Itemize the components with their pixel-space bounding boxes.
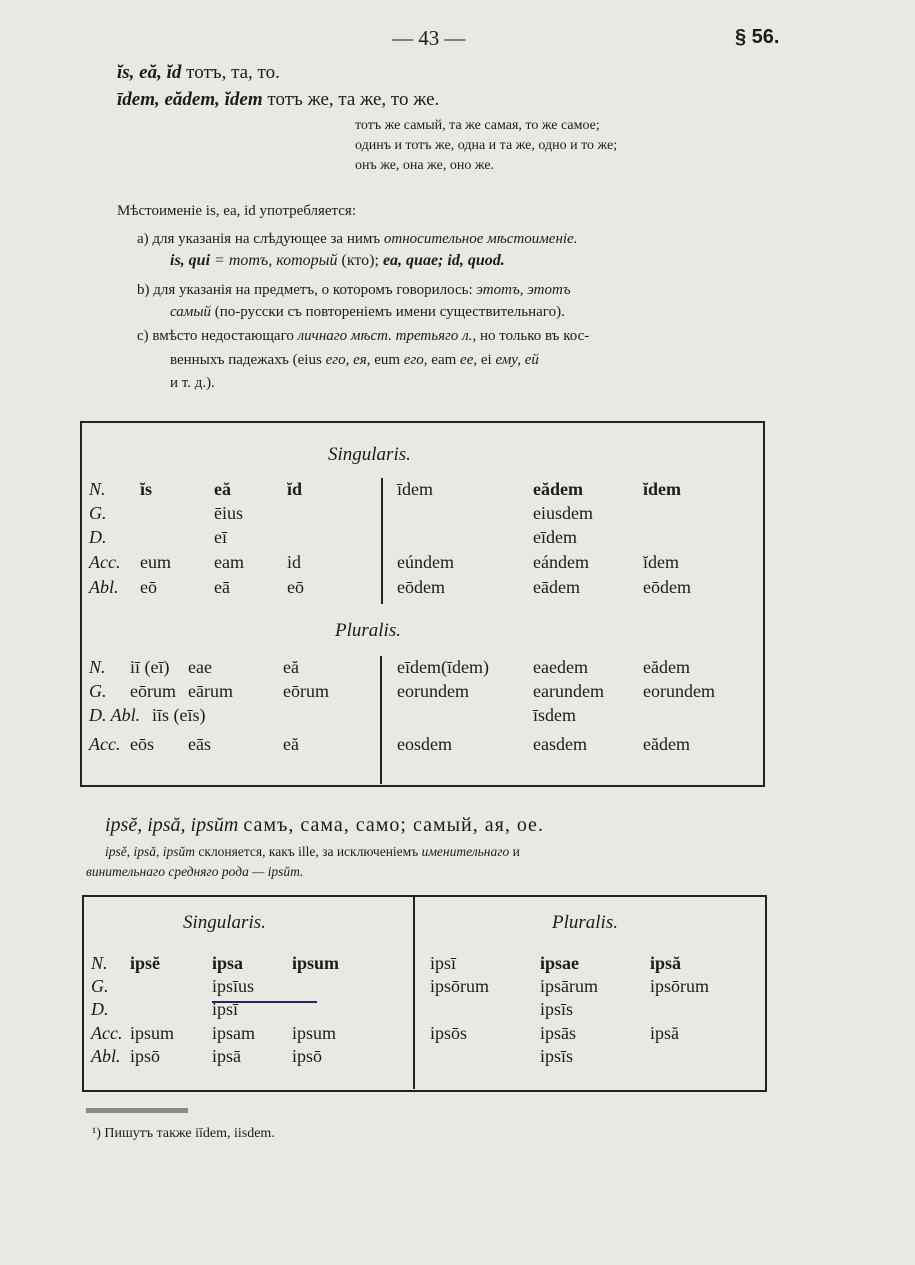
table-cell: eōdem (643, 577, 691, 597)
table-cell: iī (eī) (130, 657, 170, 677)
table-cell: ipsōrum (430, 976, 490, 996)
case-label: N. (89, 657, 106, 677)
plural-title: Pluralis. (552, 912, 618, 933)
table-cell: eúndem (397, 552, 454, 572)
usage-b (137, 282, 571, 299)
table-cell: eārum (188, 681, 233, 701)
text: (кто); (337, 252, 383, 269)
usage-a (137, 231, 577, 248)
latin-forms: ĭs, eă, ĭd (117, 62, 182, 83)
intro-sub-3: онъ же, она же, оно же. (355, 158, 495, 173)
text: = тотъ, который (210, 252, 338, 269)
section-number: § 56. (735, 26, 780, 48)
table-cell: ipsīus (212, 976, 255, 996)
table-cell: ipsīs (540, 999, 574, 1019)
text: венныхъ падежахъ (eius (170, 352, 326, 368)
text: самый (170, 304, 212, 320)
table-cell: eum (140, 552, 171, 572)
intro-sub-1: тотъ же самый, та же самая, то же самое; (355, 118, 600, 133)
column-divider (413, 896, 415, 1089)
table-cell: eaedem (533, 657, 588, 677)
table-cell: ipsă (650, 1023, 679, 1043)
case-label: D. (89, 527, 107, 547)
usage-b-cont (170, 304, 565, 321)
table-cell: ipsam (212, 1023, 255, 1043)
text: этотъ, этотъ (476, 282, 571, 298)
translation: тотъ, та, то. (186, 62, 280, 83)
case-label: G. (91, 976, 109, 996)
table-cell: earundem (533, 681, 604, 701)
table-cell: īdem (397, 479, 433, 499)
table-cell: eae (188, 657, 212, 677)
table-cell: ipsīs (540, 1046, 574, 1066)
footnote: ¹) Пишутъ также iīdem, iisdem. (92, 1126, 275, 1141)
table-cell: eădem (533, 479, 583, 499)
table-cell: ipsa (212, 953, 244, 973)
table-cell: eās (188, 734, 211, 754)
ipse-title (105, 814, 544, 837)
table-cell: eorundem (397, 681, 469, 701)
table-cell: id (287, 552, 302, 572)
table-cell: eōrum (283, 681, 329, 701)
text: его, (403, 352, 428, 368)
singular-title: Singularis. (183, 912, 266, 933)
table-cell: ipsōrum (650, 976, 710, 996)
latin-forms: īdem, eădem, ĭdem (117, 89, 263, 110)
translation: тотъ же, та же, то же. (267, 89, 440, 110)
case-label: Acc. (89, 552, 121, 572)
text: is, qui (170, 252, 211, 269)
table-cell: eādem (533, 577, 580, 597)
table-cell: eō (287, 577, 304, 597)
page-number: — 43 — (392, 26, 466, 50)
text: ему, ей (495, 352, 539, 368)
table-cell: ipsōs (430, 1023, 468, 1043)
case-label: D. (91, 999, 109, 1019)
text: ipsĕ, ipsă, ipsŭm (105, 844, 196, 859)
table-cell: eándem (533, 552, 589, 572)
table-cell: ipsā (212, 1046, 241, 1066)
case-label: Abl. (89, 577, 119, 597)
case-label: D. Abl. (89, 705, 141, 725)
table-cell: eădem (643, 734, 690, 754)
text: , но только въ кос- (472, 328, 590, 344)
table-cell: ipsum (292, 1023, 337, 1043)
table-cell: eōrum (130, 681, 176, 701)
text: c) вмѣсто недостающаго (137, 328, 298, 344)
table-cell: ēius (214, 503, 243, 523)
table-cell: ipsum (292, 953, 340, 973)
usage-c-end: и т. д.). (170, 375, 215, 391)
footnote-rule (86, 1108, 188, 1113)
case-label: Abl. (91, 1046, 121, 1066)
text: его, ея, (325, 352, 371, 368)
table-cell: ipsās (540, 1023, 576, 1043)
usage-a-cont (170, 252, 505, 270)
table-cell: eă (214, 479, 231, 499)
table-cell: ipsī (430, 953, 457, 973)
ipse-note-2: винительнаго средняго рода — ipsŭm. (86, 864, 304, 879)
table-cell: eiusdem (533, 503, 593, 523)
table-cell: ipsārum (540, 976, 598, 996)
table-cell: eă (283, 657, 299, 677)
case-label: Acc. (89, 734, 121, 754)
text: ea, quae; id, quod. (382, 252, 505, 269)
table-cell: ĭs (140, 479, 153, 499)
text: именительнаго (421, 844, 510, 859)
plural-title: Pluralis. (335, 620, 401, 641)
text: относительное мѣстоименіе. (383, 231, 578, 247)
translation: самъ, сама, само; самый, ая, ое. (243, 814, 544, 836)
table-cell: ipsĕ (130, 953, 161, 973)
text: и (509, 844, 520, 859)
table-cell: eorundem (643, 681, 715, 701)
singular-title: Singularis. (328, 444, 411, 465)
table-cell: eā (214, 577, 230, 597)
table-cell: eōs (130, 734, 154, 754)
text: b) для указанія на предметъ, о которомъ говорилось: (137, 282, 477, 298)
table-cell: eōdem (397, 577, 445, 597)
intro-sub-2: одинъ и тотъ же, одна и та же, одно и то же; (355, 138, 618, 153)
text: eam (427, 352, 461, 368)
latin-forms: ipsĕ, ipsă, ipsŭm (105, 814, 239, 836)
table-cell: ipsae (540, 953, 580, 973)
case-label: G. (89, 681, 107, 701)
case-label: N. (91, 953, 108, 973)
table-cell: eădem (643, 657, 690, 677)
table-cell: ipsī (212, 999, 239, 1019)
table-cell: īsdem (533, 705, 576, 725)
table-cell: ipsō (130, 1046, 161, 1066)
table-cell: eam (214, 552, 244, 572)
text: a) для указанія на слѣдующее за нимъ (137, 231, 384, 247)
table-cell: eī (214, 527, 227, 547)
usage-c (137, 328, 589, 345)
column-divider (381, 478, 383, 604)
case-label: N. (89, 479, 106, 499)
table-cell: eīdem(īdem) (397, 657, 489, 677)
text: личнаго мѣст. третьяго л. (297, 328, 473, 344)
text: (по-русски съ повтореніемъ имени существительнаго). (211, 304, 565, 320)
table-cell: eosdem (397, 734, 452, 754)
case-label: Acc. (91, 1023, 123, 1043)
table-cell: ipsō (292, 1046, 323, 1066)
table-cell: ĭdem (643, 552, 679, 572)
text: склоняется, какъ ille, за исключеніемъ (195, 844, 422, 859)
table-cell: eō (140, 577, 157, 597)
intro-line-2 (117, 89, 439, 111)
text: eum (370, 352, 404, 368)
table-cell: ĭd (287, 479, 303, 499)
table-cell: eīdem (533, 527, 577, 547)
column-divider (380, 656, 382, 784)
table-cell: eă (283, 734, 299, 754)
table-cell: ipsum (130, 1023, 175, 1043)
table-cell: easdem (533, 734, 587, 754)
table-cell: ipsă (650, 953, 682, 973)
text: ei (477, 352, 496, 368)
ipse-note-1 (105, 844, 520, 860)
text: ее, (460, 352, 478, 368)
table-cell: ĭdem (643, 479, 681, 499)
table-cell: iīs (eīs) (152, 705, 206, 725)
intro-line-1 (117, 62, 280, 84)
case-label: G. (89, 503, 107, 523)
is-idem-declension-table (80, 421, 765, 787)
usage-c-cont (170, 352, 539, 369)
usage-heading: Мѣстоименіе is, ea, id употребляется: (117, 203, 357, 219)
